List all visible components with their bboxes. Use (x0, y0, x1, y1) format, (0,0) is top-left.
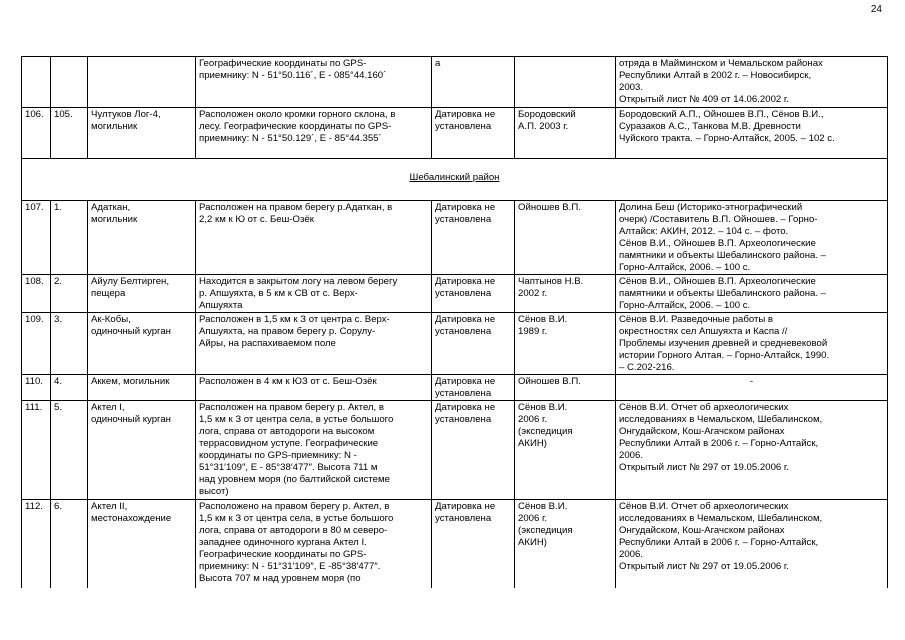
row-number (22, 57, 51, 108)
monument-name: Актел II, местонахождение (88, 500, 196, 588)
section-row (22, 159, 888, 201)
monument-literature: Сёнов В.И. Отчет об археологических исследованиях в Чемальском, Шебалинском, Онгудайском, Кош-Агачском районах Республики Алтай в 2006 г. – Горно-Алтайск, 2006. Открытый лист № 297 от 19.05.2006 г. (616, 500, 888, 588)
district-number: 6. (51, 500, 88, 588)
monument-dating: Датировка не установлена (432, 401, 515, 500)
monument-dating: Датировка не установлена (432, 375, 515, 401)
monument-researcher: Сёнов В.И. 2006 г. (экспедиция АКИН) (515, 401, 616, 500)
district-number: 3. (51, 313, 88, 375)
monument-literature: Сёнов В.И., Ойношев В.П. Археологические памятники и объекты Шебалинского района. – Горно-Алтайск, 2006. – 100 с. (616, 275, 888, 313)
monument-dating: Датировка не установлена (432, 275, 515, 313)
monument-location: Географические координаты по GPS- приемнику: N - 51°50.116´, E - 085°44.160´ (196, 57, 432, 108)
monuments-table (21, 56, 888, 588)
table-row (22, 201, 888, 275)
monument-literature: Сёнов В.И. Разведочные работы в окрестностях сел Апшуяхта и Каспа // Проблемы изучения древней и средневековой истории Горного Алтая. – Горно-Алтайск, 1990. – С.202-216. (616, 313, 888, 375)
monument-name: Актел I, одиночный курган (88, 401, 196, 500)
monument-name (88, 57, 196, 108)
table-row (22, 108, 888, 159)
monument-researcher: Чаптынов Н.В. 2002 г. (515, 275, 616, 313)
monument-location: Находится в закрытом логу на левом берегу р. Апшуяхта, в 5 км к СВ от с. Верх- Апшуяхта (196, 275, 432, 313)
monument-location: Расположено на правом берегу р. Актел, в 1,5 км к З от центра села, в устье большого лога, справа от автодороги в 80 м северо- западнее одиночного кургана Актел I. Географические координаты по GPS- приемнику: N - 51°31′109″, E -85°38′477″. Высота 707 м над уровнем моря (по (196, 500, 432, 588)
row-number: 112. (22, 500, 51, 588)
monument-dating: а (432, 57, 515, 108)
district-number: 105. (51, 108, 88, 159)
district-number: 2. (51, 275, 88, 313)
monument-dating: Датировка не установлена (432, 500, 515, 588)
monument-researcher: Сёнов В.И. 2006 г. (экспедиция АКИН) (515, 500, 616, 588)
row-number: 106. (22, 108, 51, 159)
monument-dating: Датировка не установлена (432, 313, 515, 375)
district-number: 1. (51, 201, 88, 275)
monument-name: Чултуков Лог-4, могильник (88, 108, 196, 159)
monument-name: Аккем, могильник (88, 375, 196, 401)
monument-literature: Сёнов В.И. Отчет об археологических исследованиях в Чемальском, Шебалинском, Онгудайском, Кош-Агачском районах Республики Алтай в 2006 г. – Горно-Алтайск, 2006. Открытый лист № 297 от 19.05.2006 г. (616, 401, 888, 500)
row-number: 109. (22, 313, 51, 375)
monument-name: Айулу Белтирген, пещера (88, 275, 196, 313)
monument-location: Расположен на правом берегу р. Актел, в 1,5 км к З от центра села, в устье большого лога, справа от автодороги на высоком террасовидном уступе. Географические координаты по GPS-приемнику: N - 51°31′109″, E - 85°38′477″. Высота 711 м над уровнем моря (по балтийской системе высот) (196, 401, 432, 500)
table-row (22, 401, 888, 500)
monument-researcher: Сёнов В.И. 1989 г. (515, 313, 616, 375)
table-row (22, 275, 888, 313)
table-row (22, 375, 888, 401)
monument-dating: Датировка не установлена (432, 201, 515, 275)
table-row (22, 313, 888, 375)
monument-literature: Бородовский А.П., Ойношев В.П., Сёнов В.И., Суразаков А.С., Танкова М.В. Древности Чуйского тракта. – Горно-Алтайск, 2005. – 102 с. (616, 108, 888, 159)
district-number: 5. (51, 401, 88, 500)
section-heading (22, 159, 888, 201)
monument-name: Адаткан, могильник (88, 201, 196, 275)
table-row (22, 57, 888, 108)
monument-literature: Долина Беш (Историко-этнографический очерк) /Составитель В.П. Ойношев. – Горно- Алтайск: АКИН, 2012. – 104 с. – фото. Сёнов В.И., Ойношев В.П. Археологические памятники и объекты Шебалинского района. – Горно-Алтайск, 2006. – 100 с. (616, 201, 888, 275)
row-number: 110. (22, 375, 51, 401)
table-row (22, 500, 888, 588)
row-number: 108. (22, 275, 51, 313)
monument-researcher: Бородовский А.П. 2003 г. (515, 108, 616, 159)
section-title: Шебалинский район (409, 172, 500, 183)
row-number: 107. (22, 201, 51, 275)
row-number: 111. (22, 401, 51, 500)
monument-location: Расположен в 4 км к ЮЗ от с. Беш-Озёк (196, 375, 432, 401)
monument-literature: - (616, 375, 888, 401)
monument-researcher: Ойношев В.П. (515, 375, 616, 401)
district-number (51, 57, 88, 108)
page-number: 24 (870, 4, 882, 15)
district-number: 4. (51, 375, 88, 401)
monument-location: Расположен в 1,5 км к З от центра с. Верх- Апшуяхта, на правом берегу р. Сорулу- Айры, на распахиваемом поле (196, 313, 432, 375)
monument-dating: Датировка не установлена (432, 108, 515, 159)
monument-researcher (515, 57, 616, 108)
monument-literature: отряда в Майминском и Чемальском районах Республики Алтай в 2002 г. – Новосибирск, 2003. Открытый лист № 409 от 14.06.2002 г. (616, 57, 888, 108)
monument-location: Расположен на правом берегу р.Адаткан, в 2,2 км к Ю от с. Беш-Озёк (196, 201, 432, 275)
monument-name: Ак-Кобы, одиночный курган (88, 313, 196, 375)
monument-location: Расположен около кромки горного склона, в лесу. Географические координаты по GPS- приемнику: N - 51°50.129´, E - 85°44.355´ (196, 108, 432, 159)
monument-researcher: Ойношев В.П. (515, 201, 616, 275)
